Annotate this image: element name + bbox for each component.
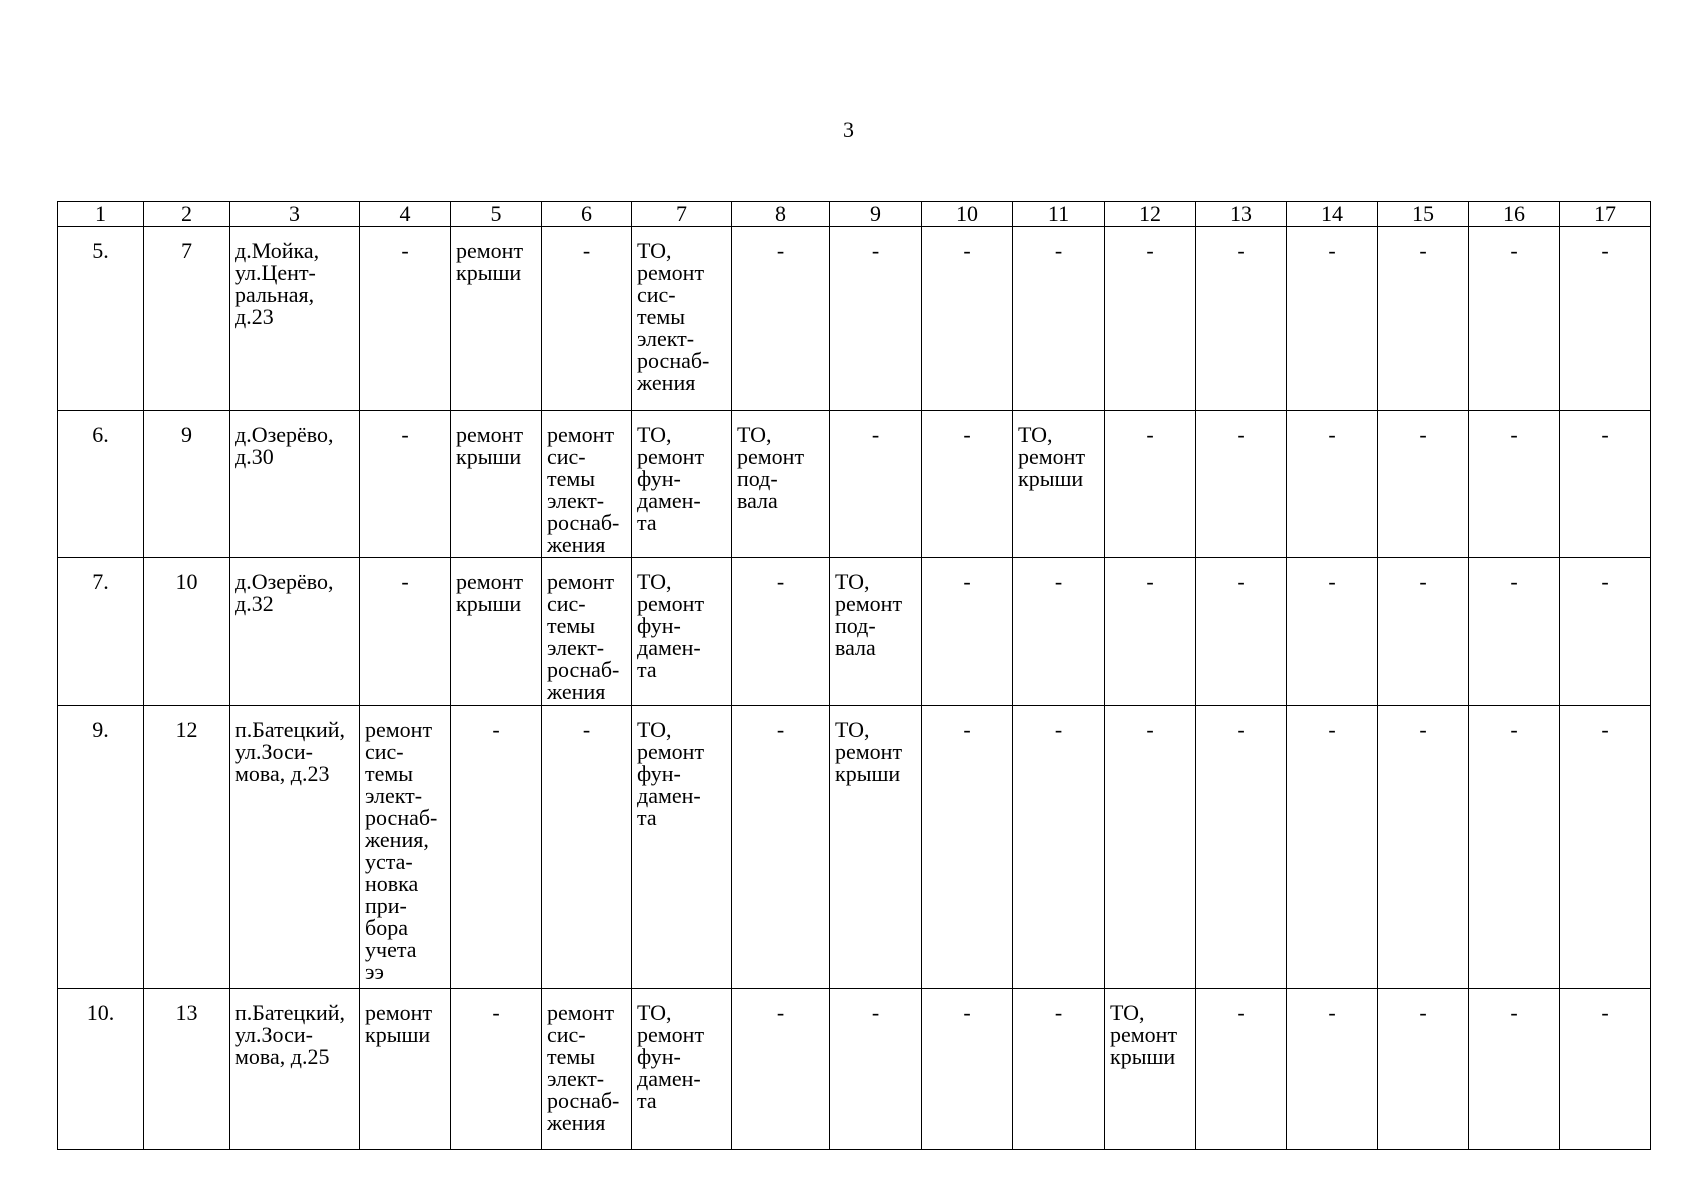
table-cell: - [1196, 558, 1287, 706]
repair-schedule-table [57, 201, 1651, 1150]
table-cell: - [830, 411, 922, 558]
table-cell: 7 [144, 227, 230, 411]
table-cell: - [1013, 558, 1105, 706]
table-cell: - [1196, 989, 1287, 1150]
table-cell: ремонт крыши [451, 411, 542, 558]
column-header: 15 [1378, 202, 1469, 227]
header-row [58, 202, 1651, 227]
table-cell: ремонт крыши [360, 989, 451, 1150]
column-header: 5 [451, 202, 542, 227]
table-cell: - [1013, 989, 1105, 1150]
table-row [58, 411, 1651, 558]
column-header: 9 [830, 202, 922, 227]
column-header: 3 [230, 202, 360, 227]
table-cell: - [451, 989, 542, 1150]
table-cell: - [1560, 411, 1651, 558]
table-cell: ТО, ремонт крыши [1013, 411, 1105, 558]
table-cell: - [360, 558, 451, 706]
table-cell: - [1287, 558, 1378, 706]
column-header: 2 [144, 202, 230, 227]
table-cell: 12 [144, 706, 230, 989]
table-cell: ремонт крыши [451, 227, 542, 411]
table-cell: - [732, 706, 830, 989]
column-header: 11 [1013, 202, 1105, 227]
table-cell: - [1560, 989, 1651, 1150]
table-cell: - [1196, 227, 1287, 411]
table-cell: - [1105, 706, 1196, 989]
table-cell: - [922, 411, 1013, 558]
table-cell: - [1378, 411, 1469, 558]
table-cell: д.Озерёво, д.32 [230, 558, 360, 706]
table-cell: - [830, 989, 922, 1150]
table-cell: ремонт сис- темы элект- роснаб- жения [542, 558, 632, 706]
table-cell: - [1560, 227, 1651, 411]
table-row [58, 558, 1651, 706]
column-header: 13 [1196, 202, 1287, 227]
table-cell: - [1287, 411, 1378, 558]
column-header: 1 [58, 202, 144, 227]
table-cell: ТО, ремонт фун- дамен- та [632, 411, 732, 558]
table-cell: - [1287, 989, 1378, 1150]
table-cell: - [360, 411, 451, 558]
table-row [58, 989, 1651, 1150]
table-cell: - [1287, 706, 1378, 989]
table-cell: - [922, 989, 1013, 1150]
table-cell: д.Мойка, ул.Цент- ральная, д.23 [230, 227, 360, 411]
table-cell: - [1378, 227, 1469, 411]
table-cell: 10 [144, 558, 230, 706]
table-row [58, 706, 1651, 989]
column-header: 16 [1469, 202, 1560, 227]
table-cell: ТО, ремонт фун- дамен- та [632, 989, 732, 1150]
table-row [58, 227, 1651, 411]
table-cell: - [542, 706, 632, 989]
table-cell: - [1378, 989, 1469, 1150]
table-cell: - [1469, 706, 1560, 989]
table-cell: - [1469, 989, 1560, 1150]
table-cell: - [1105, 558, 1196, 706]
table-cell: ТО, ремонт сис- темы элект- роснаб- жения [632, 227, 732, 411]
table-cell: ремонт крыши [451, 558, 542, 706]
column-header: 7 [632, 202, 732, 227]
table-cell: ТО, ремонт крыши [830, 706, 922, 989]
table-cell: - [732, 227, 830, 411]
table-cell: ТО, ремонт крыши [1105, 989, 1196, 1150]
table-cell: ремонт сис- темы элект- роснаб- жения, уста- новка при- бора учета ээ [360, 706, 451, 989]
table-cell: - [360, 227, 451, 411]
column-header: 14 [1287, 202, 1378, 227]
table-cell: - [922, 558, 1013, 706]
table-cell: - [1196, 706, 1287, 989]
column-header: 17 [1560, 202, 1651, 227]
table-cell: ТО, ремонт фун- дамен- та [632, 558, 732, 706]
table-cell: 9. [58, 706, 144, 989]
table-cell: - [922, 227, 1013, 411]
table-cell: - [1378, 558, 1469, 706]
table-cell: - [830, 227, 922, 411]
column-header: 6 [542, 202, 632, 227]
table-cell: - [1378, 706, 1469, 989]
table-cell: 13 [144, 989, 230, 1150]
table-cell: ремонт сис- темы элект- роснаб- жения [542, 411, 632, 558]
table-cell: - [1469, 227, 1560, 411]
table-cell: - [1013, 706, 1105, 989]
table-cell: 5. [58, 227, 144, 411]
table-cell: - [732, 558, 830, 706]
table-cell: - [1287, 227, 1378, 411]
table-cell: ремонт сис- темы элект- роснаб- жения [542, 989, 632, 1150]
table-cell: - [922, 706, 1013, 989]
table-cell: - [1196, 411, 1287, 558]
table-cell: 10. [58, 989, 144, 1150]
table-cell: - [1560, 558, 1651, 706]
table-cell: - [732, 989, 830, 1150]
table-cell: ТО, ремонт под- вала [732, 411, 830, 558]
table-cell: - [542, 227, 632, 411]
column-header: 4 [360, 202, 451, 227]
table-cell: 7. [58, 558, 144, 706]
table-cell: - [1469, 558, 1560, 706]
table-cell: - [1560, 706, 1651, 989]
column-header: 10 [922, 202, 1013, 227]
table-cell: ТО, ремонт под- вала [830, 558, 922, 706]
table-cell: п.Батецкий, ул.Зоси- мова, д.23 [230, 706, 360, 989]
page-number: 3 [843, 117, 854, 142]
table-cell: - [1105, 227, 1196, 411]
table-cell: п.Батецкий, ул.Зоси- мова, д.25 [230, 989, 360, 1150]
table-cell: 6. [58, 411, 144, 558]
table-cell: д.Озерёво, д.30 [230, 411, 360, 558]
table-cell: - [1013, 227, 1105, 411]
table-cell: 9 [144, 411, 230, 558]
table-cell: - [451, 706, 542, 989]
table-cell: - [1105, 411, 1196, 558]
column-header: 12 [1105, 202, 1196, 227]
table-cell: - [1469, 411, 1560, 558]
table-cell: ТО, ремонт фун- дамен- та [632, 706, 732, 989]
column-header: 8 [732, 202, 830, 227]
